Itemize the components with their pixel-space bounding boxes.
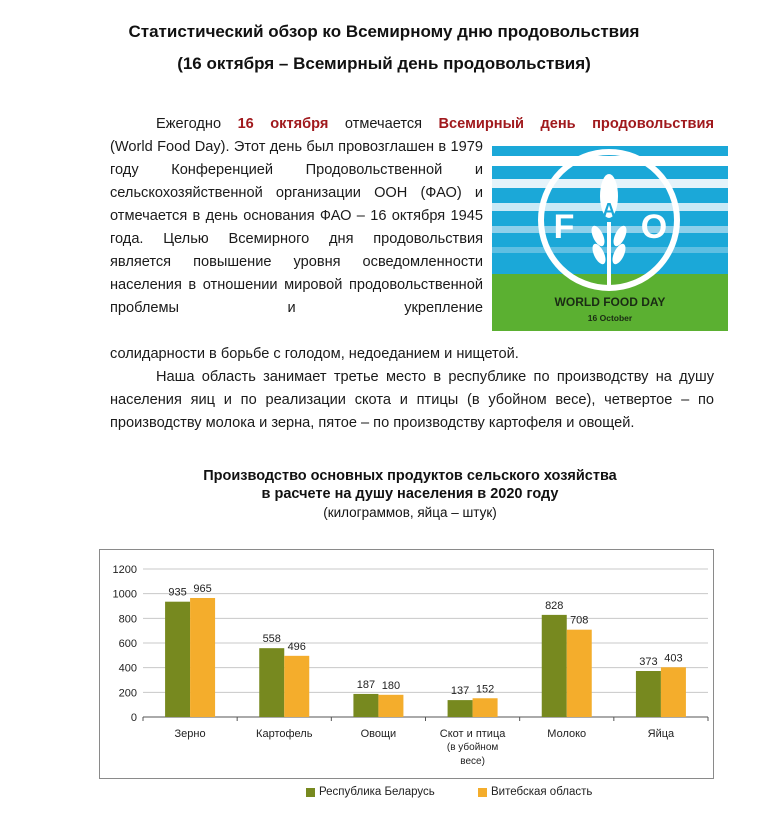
x-category-label: Картофель	[256, 728, 313, 740]
bar-vitebsk	[284, 656, 309, 717]
chart-title-line2: в расчете на душу населения в 2020 году	[261, 486, 559, 502]
bar-chart	[99, 549, 714, 779]
x-category-label: Яйца	[647, 728, 675, 740]
logo-letter-a: A	[602, 200, 616, 220]
y-tick-label: 400	[118, 662, 137, 675]
world-food-day-logo	[492, 146, 728, 331]
x-category-label: Молоко	[547, 728, 587, 740]
bar-vitebsk	[190, 598, 215, 717]
page-subtitle: (16 октября – Всемирный день продовольствия)	[177, 54, 591, 73]
legend-item-vitebsk	[478, 786, 592, 798]
y-tick-label: 1200	[112, 564, 137, 576]
y-tick-label: 1000	[112, 588, 137, 601]
intro-text: Ежегодно	[156, 116, 238, 132]
highlight-event: Всемирный день продовольствия	[438, 116, 715, 132]
x-category-label: весе)	[460, 756, 485, 767]
legend-label-belarus: Республика Беларусь	[319, 786, 435, 798]
data-label: 180	[381, 679, 401, 692]
x-category-label: Овощи	[360, 728, 397, 740]
y-tick-label: 0	[130, 712, 137, 724]
legend-swatch-vitebsk	[478, 788, 487, 797]
chart-subtitle: (килограммов, яйца – штук)	[323, 505, 497, 520]
data-label: 708	[570, 614, 589, 627]
bar-belarus	[353, 694, 378, 717]
bar-belarus	[165, 602, 190, 717]
bar-vitebsk	[661, 667, 686, 717]
data-label: 965	[193, 582, 212, 595]
chart-title-line1: Производство основных продуктов сельского хозяйства	[203, 468, 617, 484]
data-label: 558	[262, 633, 281, 646]
x-category-label: Зерно	[174, 728, 206, 740]
logo-caption: WORLD FOOD DAY	[554, 295, 666, 309]
highlight-date: 16 октября	[237, 116, 329, 132]
bar-vitebsk	[473, 698, 498, 717]
data-label: 496	[287, 640, 306, 653]
bar-belarus	[542, 615, 567, 717]
intro-paragraph-first-line	[110, 113, 714, 136]
bar-vitebsk	[378, 695, 403, 717]
data-label: 187	[356, 678, 376, 691]
bar-belarus	[636, 671, 661, 717]
x-category-label: Скот и птица	[439, 728, 506, 740]
legend-swatch-belarus	[306, 788, 315, 797]
page-title: Статистический обзор ко Всемирному дню продовольствия	[128, 22, 640, 41]
region-paragraph: Наша область занимает третье место в республике по производству на душу населения яиц и по реализации скота и птицы (в убойном весе), четвертое – по производству молока и зерна, пятое – по производству картофеля и овощей.	[110, 369, 714, 431]
y-tick-label: 600	[118, 638, 137, 650]
data-label: 935	[168, 586, 187, 599]
logo-letter-o: O	[640, 208, 668, 246]
bar-belarus	[259, 648, 284, 717]
bar-vitebsk	[567, 630, 592, 717]
legend-label-vitebsk: Витебская область	[491, 786, 593, 798]
data-label: 828	[545, 599, 564, 612]
data-label: 373	[639, 655, 658, 668]
intro-paragraph-end: солидарности в борьбе с голодом, недоеданием и нищетой.	[110, 346, 519, 362]
data-label: 137	[450, 685, 470, 698]
logo-letter-f: F	[553, 208, 575, 246]
data-label: 403	[664, 652, 683, 665]
intro-paragraph-body: (World Food Day). Этот день был провозглашен в 1979 году Конференцией Продовольственной и сельскохозяйственной организации ООН (ФАО) и отмечается в день основания ФАО – 16 октября 1945 года. Целью Всемирного дня продовольствия является повышение уровня осведомленности населения в отношении мировой продовольственной проблемы и укрепление	[110, 139, 483, 316]
y-tick-label: 200	[118, 687, 137, 700]
logo-date: 16 October	[587, 313, 633, 323]
data-label: 152	[475, 683, 495, 696]
x-category-label: (в убойном	[446, 742, 499, 753]
bar-belarus	[448, 700, 473, 717]
legend-item-belarus	[306, 786, 435, 798]
y-tick-label: 800	[118, 613, 137, 626]
intro-text: отмечается	[328, 116, 439, 132]
